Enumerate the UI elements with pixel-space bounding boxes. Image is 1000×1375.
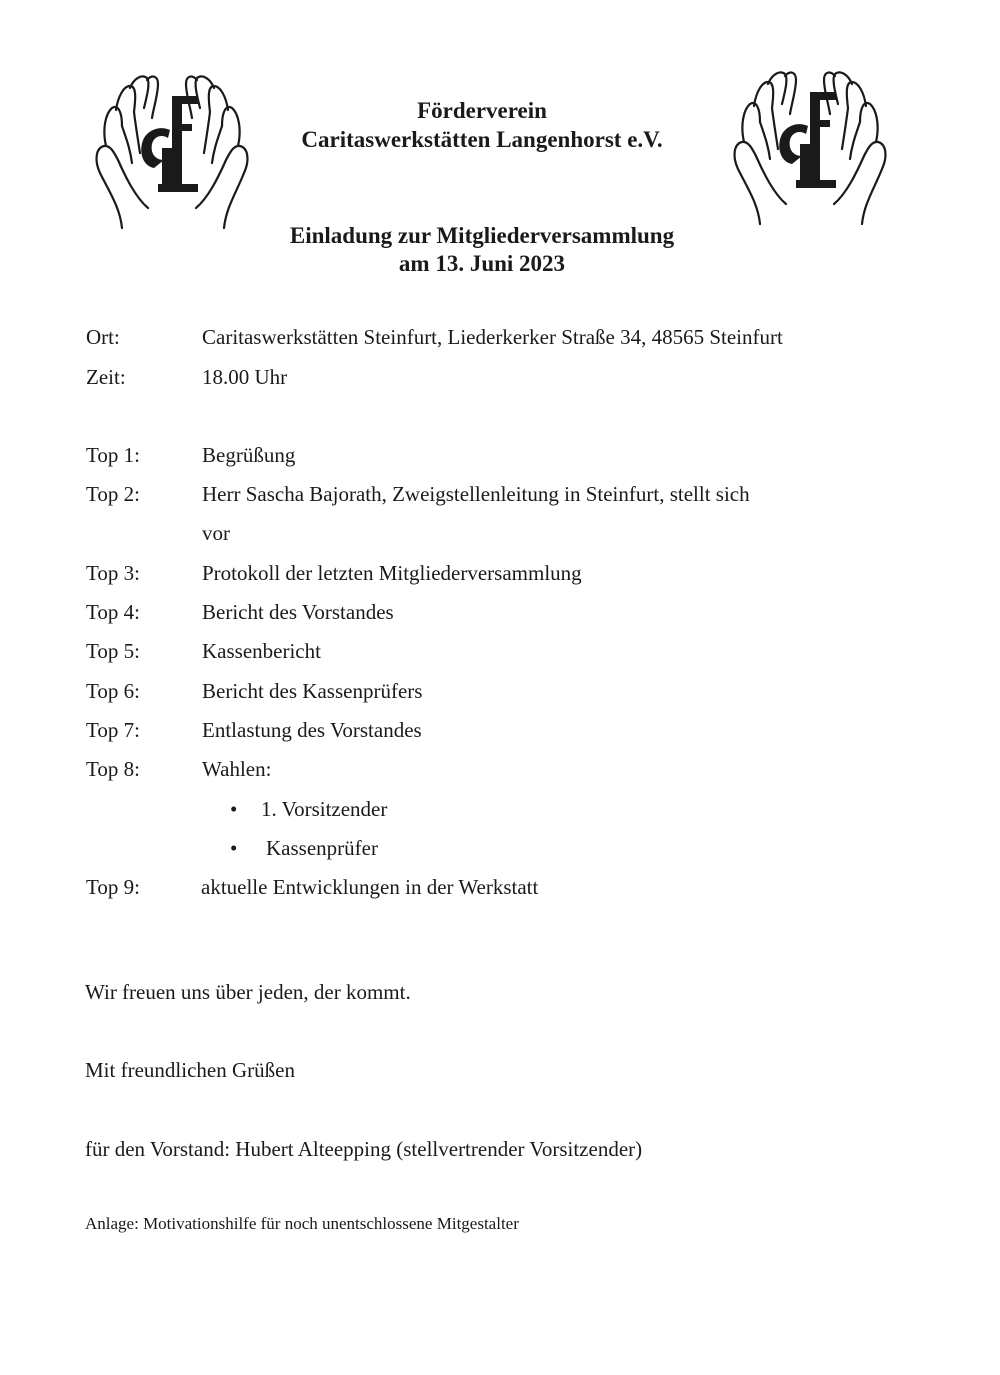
agenda-label: Top 3: — [86, 561, 140, 585]
title-line-2: am 13. Juni 2023 — [398, 251, 566, 276]
ort-label: Ort: — [86, 325, 120, 349]
organization-name — [250, 96, 714, 154]
bullet-icon: • — [230, 836, 238, 860]
agenda-label: Top 1: — [86, 443, 140, 467]
agenda-text: aktuelle Entwicklungen in der Werkstatt — [201, 875, 539, 899]
agenda-label: Top 4: — [86, 600, 140, 624]
greeting: Mit freundlichen Grüßen — [85, 1058, 295, 1082]
agenda-text: Kassenbericht — [202, 639, 321, 663]
wahlen-text: 1. Vorsitzender — [261, 797, 388, 821]
wahlen-text: Kassenprüfer — [266, 836, 378, 860]
agenda-text: Bericht des Vorstandes — [202, 600, 394, 624]
agenda-text: Herr Sascha Bajorath, Zweigstellenleitung in Steinfurt, stellt sich — [202, 482, 750, 506]
agenda-label: Top 8: — [86, 757, 140, 781]
title-line-1: Einladung zur Mitgliederversammlung — [289, 223, 675, 248]
zeit-label: Zeit: — [86, 365, 126, 389]
closing-line: Wir freuen uns über jeden, der kommt. — [85, 980, 411, 1004]
invitation-title — [230, 222, 734, 278]
org-line-1: Förderverein — [417, 98, 547, 123]
zeit-value: 18.00 Uhr — [202, 365, 288, 389]
agenda-text: Protokoll der letzten Mitgliederversammlung — [202, 561, 582, 585]
agenda-label: Top 6: — [86, 679, 140, 703]
org-line-2: Caritaswerkstätten Langenhorst e.V. — [301, 127, 663, 152]
agenda-text: Entlastung des Vorstandes — [202, 718, 422, 742]
agenda-text: Wahlen: — [202, 757, 272, 781]
agenda-text: Bericht des Kassenprüfers — [202, 679, 423, 703]
bullet-icon: • — [230, 797, 238, 821]
agenda-text-continuation: vor — [202, 521, 230, 545]
attachment-note: Anlage: Motivationshilfe für noch unentschlossene Mitgestalter — [85, 1214, 519, 1233]
ort-value: Caritaswerkstätten Steinfurt, Liederkerker Straße 34, 48565 Steinfurt — [202, 325, 783, 349]
agenda-label: Top 5: — [86, 639, 140, 663]
agenda-label: Top 7: — [86, 718, 140, 742]
agenda-label: Top 2: — [86, 482, 140, 506]
signature: für den Vorstand: Hubert Alteepping (stellvertrender Vorsitzender) — [85, 1137, 643, 1161]
hands-cwl-logo-icon — [730, 64, 890, 229]
agenda-label: Top 9: — [86, 875, 140, 899]
hands-cwl-logo-icon — [92, 68, 252, 233]
agenda-text: Begrüßung — [202, 443, 296, 467]
